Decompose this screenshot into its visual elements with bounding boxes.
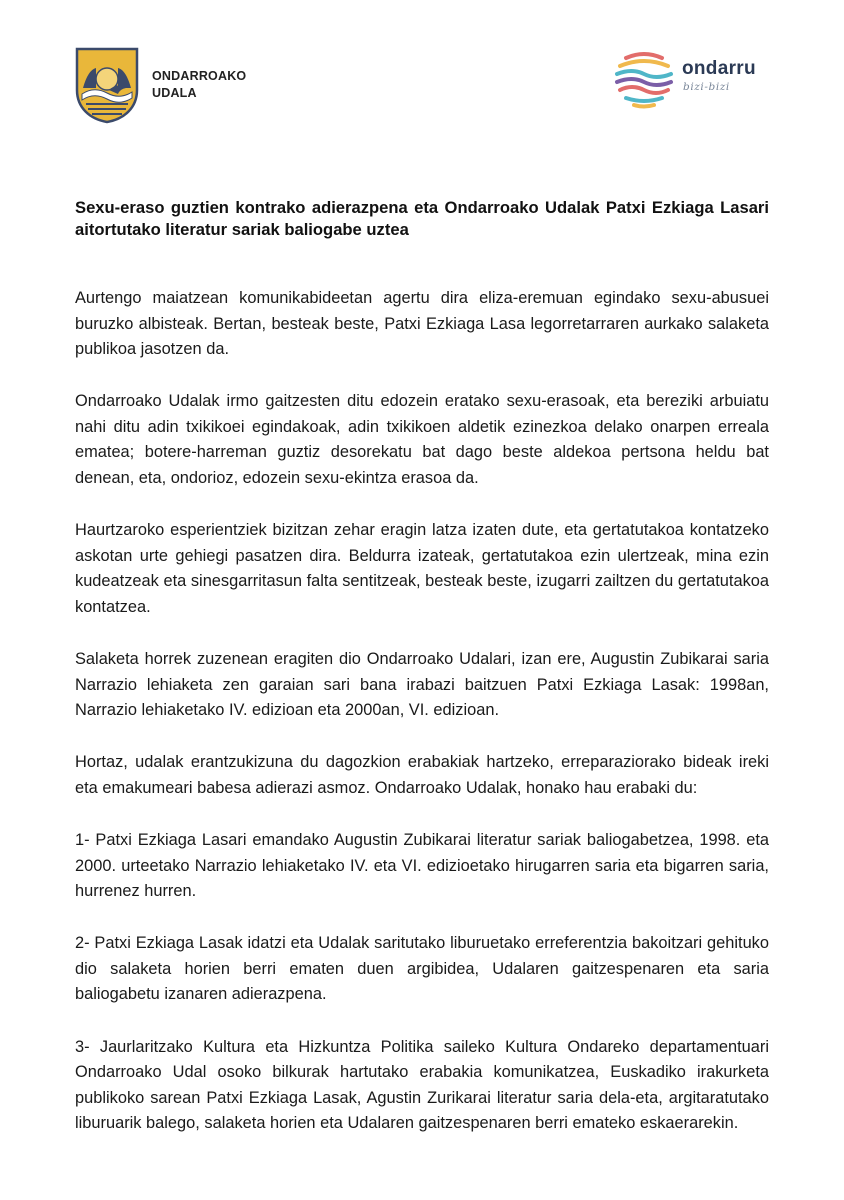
resolution-item: 2- Patxi Ezkiaga Lasak idatzi eta Udalak saritutako liburuetako erreferentzia bakoitzari gehituko dio salaketa horien berri ematen duen argibidea, Udalaren gaitzespenaren eta saria baliogabetu izanaren adierazpena.: [75, 934, 769, 1004]
brand-wordmark: ondarru: [682, 58, 756, 79]
paragraph: Haurtzaroko esperientziek bizitzan zehar eragin latza izaten dute, eta gertatutakoa kontatzeko askotan urte gehiegi pasatzen dira. Beldurra izateak, gertatutakoa ezin ulertzeak, mina ezin kudeatzeak eta sinesgarritasun falta sentitzeak, besteak beste, izugarri zailtzen du gertatutakoa kontatzea.: [75, 521, 769, 616]
municipality-name: [152, 68, 246, 102]
paragraph: Hortaz, udalak erantzukizuna du dagozkion erabakiak hartzeko, erreparaziorako bideak ireki eta emakumeari babesa adierazi asmoz. Ondarroako Udalak, honako hau erabaki du:: [75, 753, 769, 797]
paragraph: Salaketa horrek zuzenean eragiten dio Ondarroako Udalari, izan ere, Augustin Zubikarai saria Narrazio lehiaketa zen garaian sari bana irabazi baitzuen Patxi Ezkiaga Lasak: 1998an, Narrazio lehiaketako IV. edizioan eta 2000an, VI. edizioan.: [75, 650, 769, 720]
paragraph: Aurtengo maiatzean komunikabideetan agertu dira eliza-eremuan egindako sexu-abusuei buruzko albisteak. Bertan, besteak beste, Patxi Ezkiaga Lasa legorretarraren aurkako salaketa publikoa jasotzen da.: [75, 289, 769, 359]
resolution-item: 3- Jaurlaritzako Kultura eta Hizkuntza Politika saileko Kultura Ondareko departamentuari Ondarroako Udal osoko bilkurak hartutako erabakia komunikatzea, Euskadiko irakurketa publikoko sarean Patxi Ezkiaga Lasak, Agustin Zurikarai literatur saria dela-eta, argitaratutako liburuarik balego, salaketa horien eta Udalaren gaitzespenaren berri emateko eskaerarekin.: [75, 1037, 769, 1133]
resolution-item: 1- Patxi Ezkiaga Lasari emandako Augustin Zubikarai literatur sariak baliogabetzea, 1998. eta 2000. urteetako Narrazio lehiaketako IV. eta VI. edizioetako hirugarren saria eta bigarren saria, hurrenez hurren.: [75, 831, 769, 901]
document-body: [75, 286, 769, 1163]
paragraph: Ondarroako Udalak irmo gaitzesten ditu edozein eratako sexu-erasoak, eta bereziki arbuiatu nahi ditu adin txikikoei egindakoak, adin txikikoen aldetik ezinezkoa delako onarpen erreala ematea; botere-harreman guztiz desorekatu bat dago beste aldekoa pertsona heldu bat denean, eta, ondorioz, edozein sexu-ekintza erasoa da.: [75, 392, 769, 488]
coat-of-arms-icon: [74, 46, 140, 124]
brand-tagline: bizi-bizi: [683, 81, 730, 93]
municipality-name-line1: ONDARROAKO: [152, 69, 247, 83]
municipality-logo: [74, 46, 246, 124]
ondarru-brand-logo: [612, 46, 756, 110]
wave-circle-icon: [612, 46, 676, 110]
document-title: Sexu-eraso guztien kontrako adierazpena eta Ondarroako Udalak Patxi Ezkiaga Lasari aitortutako literatur sariak baliogabe uztea: [75, 198, 769, 239]
letterhead: [0, 0, 844, 140]
municipality-name-line2: UDALA: [152, 86, 197, 100]
